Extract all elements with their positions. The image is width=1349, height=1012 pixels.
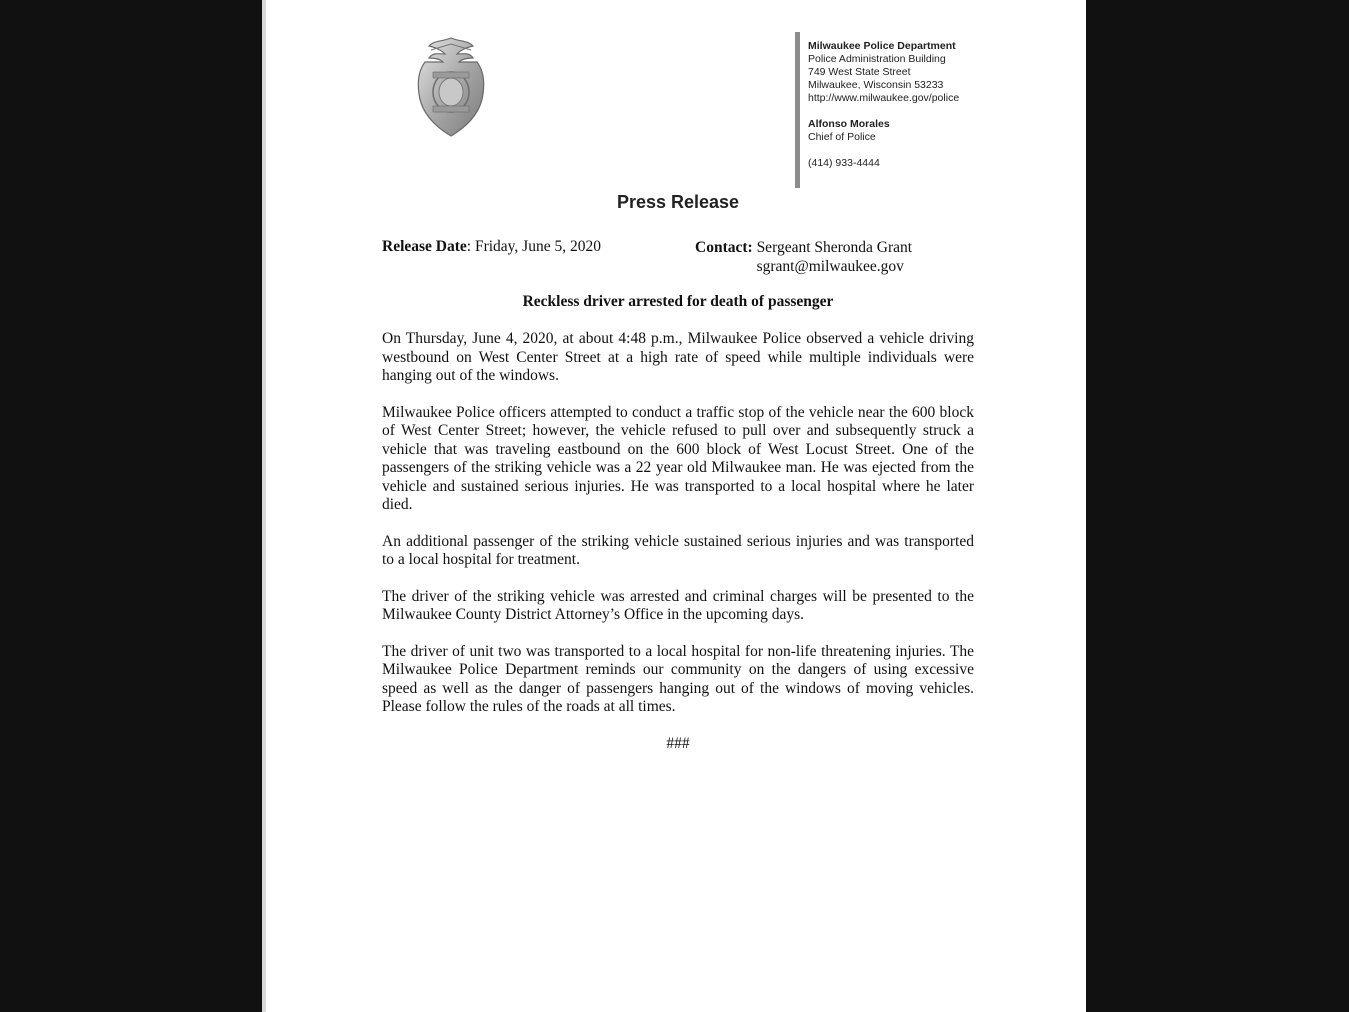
- city-state-zip: Milwaukee, Wisconsin 53233: [808, 79, 944, 91]
- spacer: [808, 105, 995, 118]
- chief-title: Chief of Police: [808, 131, 876, 143]
- end-mark: ###: [666, 734, 690, 752]
- release-date-value: : Friday, June 5, 2020: [466, 238, 601, 255]
- contact-label: Contact:: [695, 239, 753, 256]
- document-page: [262, 0, 1086, 1012]
- paragraph: Milwaukee Police officers attempted to conduct a traffic stop of the vehicle near the 600 block of West Center Street; however, the vehicle refused to pull over and subsequently struck a vehicle that was traveling eastbound on the 600 block of West Locust Street. One of the passengers of the striking vehicle was a 22 year old Milwaukee man. He was ejected from the vehicle and sustained serious injuries. He was transported to a local hospital where he later died.: [382, 403, 974, 513]
- spacer: [808, 144, 995, 157]
- chief-name: Alfonso Morales: [808, 118, 890, 130]
- contact-email: sgrant@milwaukee.gov: [756, 258, 904, 275]
- release-date: [382, 238, 601, 256]
- contact-values: [757, 238, 913, 276]
- department-name: Milwaukee Police Department: [808, 40, 956, 52]
- page-title: Press Release: [616, 192, 740, 212]
- paragraph: The driver of unit two was transported to a local hospital for non-life threatening injuries. The Milwaukee Police Department reminds our community on the dangers of using excessive speed as well as the danger of passengers hanging out of the windows of moving vehicles. Please follow the rules of the roads at all times.: [382, 642, 974, 715]
- phone-number: (414) 933-4444: [808, 157, 880, 169]
- paragraph: The driver of the striking vehicle was arrested and criminal charges will be presented to the Milwaukee County District Attorney’s Office in the upcoming days.: [382, 587, 974, 623]
- release-date-label: Release Date: [382, 238, 467, 255]
- paragraph: An additional passenger of the striking vehicle sustained serious injuries and was transported to a local hospital for treatment.: [382, 532, 974, 568]
- contact-info: [695, 238, 912, 276]
- paragraph: On Thursday, June 4, 2020, at about 4:48 p.m., Milwaukee Police observed a vehicle driving westbound on West Center Street at a high rate of speed while multiple individuals were hanging out of the windows.: [382, 330, 974, 384]
- headline: Reckless driver arrested for death of passenger: [522, 293, 834, 310]
- contact-name: Sergeant Sheronda Grant: [756, 239, 913, 256]
- website-url: http://www.milwaukee.gov/police: [808, 92, 960, 104]
- building-name: Police Administration Building: [808, 53, 946, 65]
- police-badge-icon: [411, 36, 491, 140]
- street-address: 749 West State Street: [808, 66, 911, 78]
- letterhead: [795, 32, 995, 188]
- press-release-body: [382, 330, 974, 753]
